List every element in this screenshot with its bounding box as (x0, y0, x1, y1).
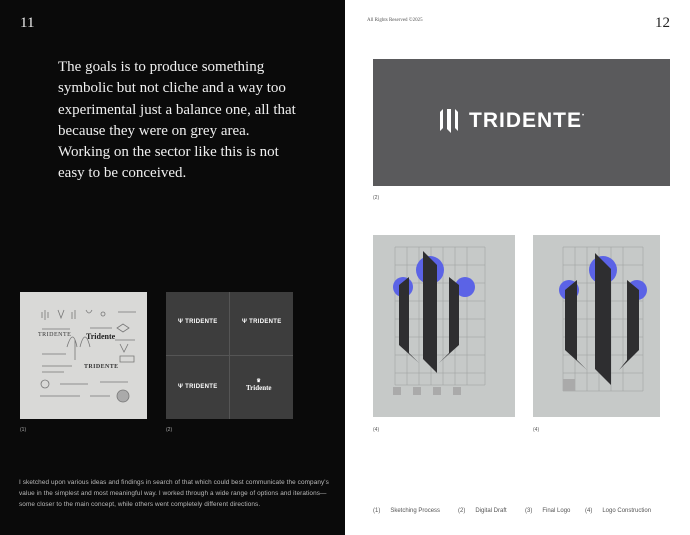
caption-construction-1: (4) (373, 427, 380, 433)
caption-construction-2: (4) (533, 427, 540, 433)
crown-icon: ♛ (256, 378, 262, 384)
trident-icon: Ψ (178, 319, 184, 325)
draft-logo-4: ♛ Tridente (246, 378, 272, 392)
legend-item-3: (3) Final Logo (525, 508, 571, 514)
sketch-wordmark-2: Tridente (86, 332, 116, 341)
caption-final-logo: (2) (373, 195, 380, 201)
legend-item-4: (4) Logo Construction (585, 508, 652, 514)
logo-construction-image-2 (533, 235, 660, 417)
body-text: I sketched upon various ideas and findings in search of that which could best communicate the company's value in the simplest and most meaningful way. I worked through a wide range of options and iterations—some closer to the main concept, while others went completely different directions. (19, 479, 329, 509)
construction-grid-1 (373, 235, 515, 417)
construction-grid-2 (533, 235, 660, 417)
final-logo-image (373, 59, 670, 186)
final-logo (439, 108, 584, 134)
final-logo-wordmark: TRIDENTE (469, 109, 582, 132)
trident-icon (439, 108, 459, 134)
trademark-mark: • (582, 113, 585, 119)
page-number-right: 12 (655, 15, 670, 31)
digital-draft-image (166, 292, 293, 419)
copyright-notice: All Rights Reserved ©2025 (367, 18, 423, 23)
intro-paragraph: The goals is to produce something symbolic but not cliche and a way too experimental just a balance one, all that because they were on grey area. Working on the sector like this is not easy to be conceived. (58, 59, 296, 182)
draft-logo-1: Ψ TRIDENTE (178, 319, 218, 325)
legend-item-2: (2) Digital Draft (458, 508, 507, 514)
caption-figure-1: (1) (20, 427, 27, 433)
draft-logo-3: Ψ TRIDENTE (178, 384, 218, 390)
trident-icon: Ψ (178, 384, 184, 390)
draft-logo-2: Ψ TRIDENTE (242, 319, 282, 325)
caption-figure-2: (2) (166, 427, 173, 433)
legend-item-1: (1) Sketching Process (373, 508, 441, 514)
sketch-doodles (20, 292, 147, 419)
sketch-wordmark-1: TRIDENTE (38, 332, 72, 338)
logo-construction-image-1 (373, 235, 515, 417)
trident-icon: Ψ (242, 319, 248, 325)
sketch-sheet-image (20, 292, 147, 419)
page-number-left: 11 (20, 15, 35, 31)
sketch-wordmark-3: TRIDENTE (84, 364, 119, 370)
right-page (345, 0, 690, 535)
